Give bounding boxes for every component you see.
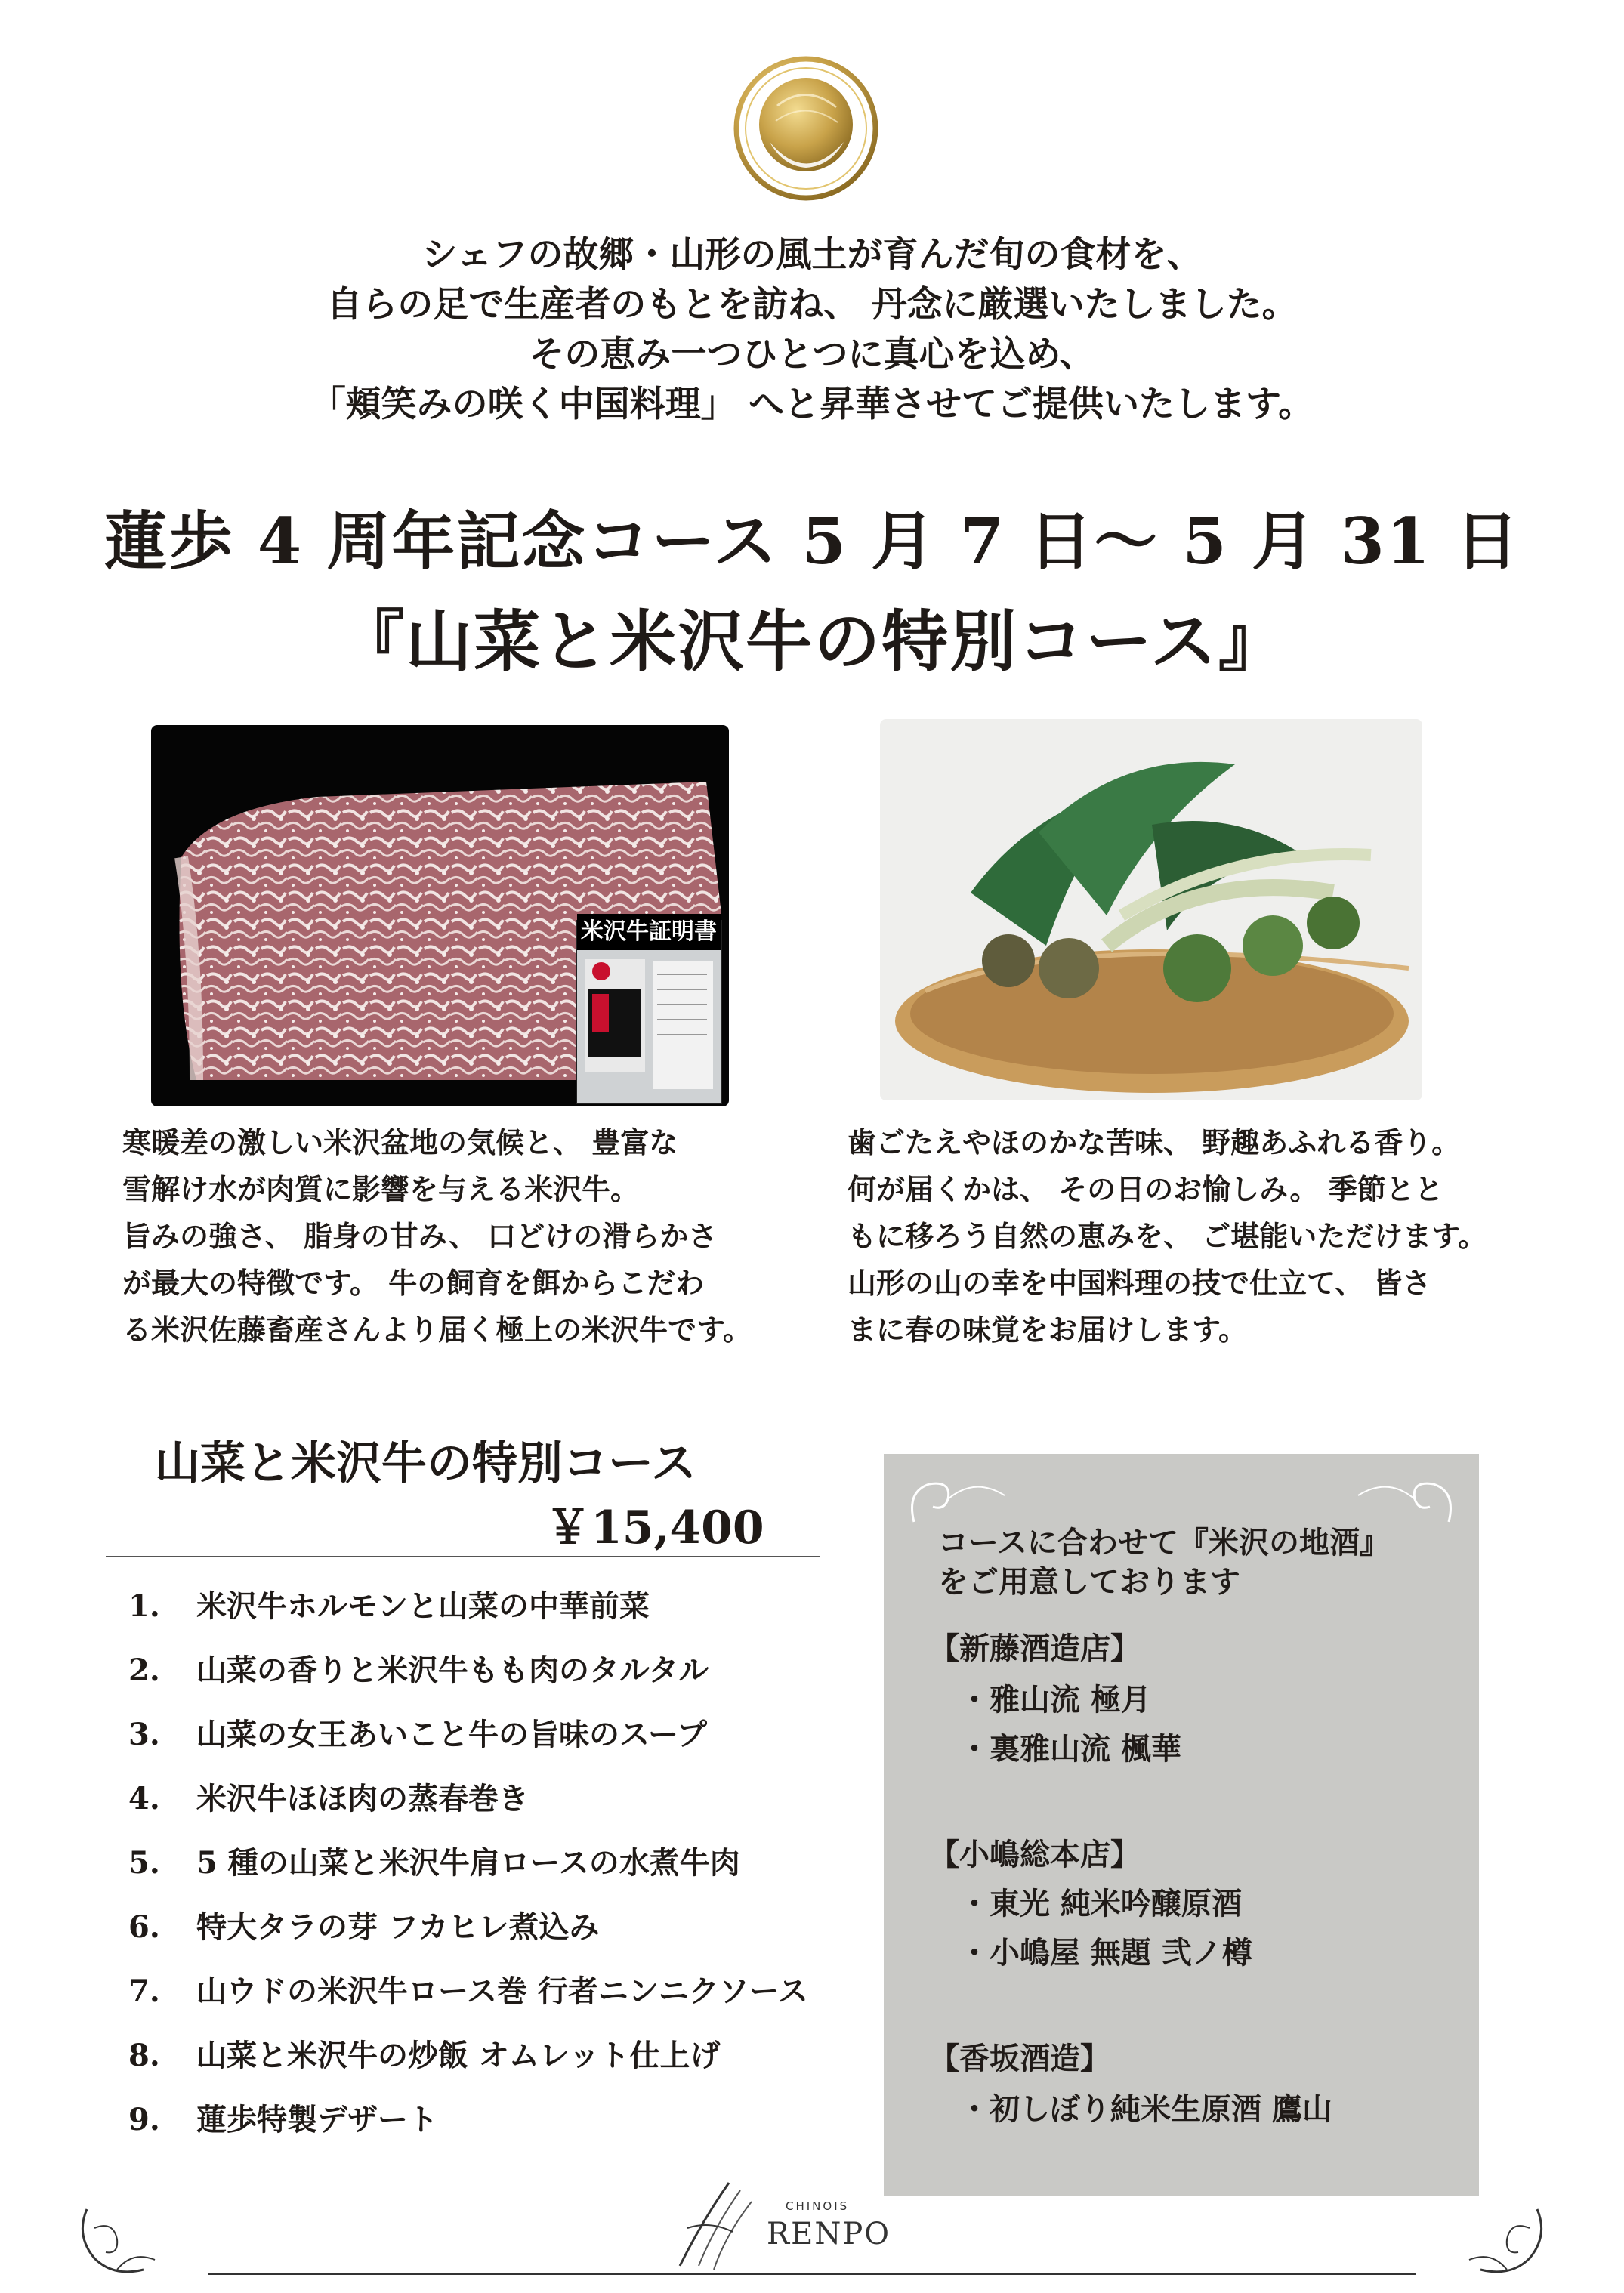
sake-item: ・雅山流 極月 [959, 1682, 1151, 1717]
sake-item: ・小嶋屋 無題 弐ノ樽 [959, 1935, 1252, 1970]
menu-item [128, 2094, 808, 2158]
certificate-label: 米沢牛証明書 [577, 914, 721, 950]
menu-item-text: 米沢牛ホルモンと山菜の中華前菜 [196, 1588, 650, 1624]
description-line: 寒暖差の激しい米沢盆地の気候と、 豊富な [122, 1125, 678, 1159]
vegetables-description [848, 1119, 1487, 1353]
renpo-calligraphy-logo [657, 2175, 778, 2276]
description-line: る米沢佐藤畜産さんより届く極上の米沢牛です。 [122, 1313, 752, 1347]
menu-item-text: 5 種の山菜と米沢牛肩ロースの水煮牛肉 [196, 1845, 740, 1881]
footer-divider [208, 2273, 1416, 2275]
menu-item-text: 米沢牛ほほ肉の蒸春巻き [196, 1781, 529, 1816]
sake-item: ・初しぼり純米生原酒 鷹山 [959, 2091, 1332, 2127]
brewery-name: 【香坂酒造】 [929, 2041, 1110, 2076]
right-ornament-icon [1454, 2198, 1552, 2284]
intro-line: 「頬笑みの咲く中国料理」 へと昇華させてご提供いたします。 [310, 384, 1314, 425]
description-line: もに移ろう自然の恵みを、 ご堪能いただけます。 [848, 1219, 1487, 1253]
menu-item-text: 蓮歩特製デザート [196, 2102, 438, 2137]
description-line: 山形の山の幸を中国料理の技で仕立て、 皆さ [848, 1266, 1431, 1300]
brewery-name: 【小嶋総本店】 [929, 1837, 1141, 1872]
yonezawa-beef-photo [151, 725, 729, 1106]
intro-text [0, 230, 1624, 430]
description-line: 歯ごたえやほのかな苦味、 野趣あふれる香り。 [848, 1125, 1461, 1159]
menu-item-text: 山菜の香りと米沢牛もも肉のタルタル [196, 1653, 709, 1688]
menu-item [128, 1773, 808, 1837]
menu-item-number: 1. [128, 1588, 160, 1624]
beef-certificate [576, 920, 722, 1104]
menu-item [128, 1837, 808, 1901]
sake-item: ・東光 純米吟醸原酒 [959, 1886, 1242, 1921]
mountain-vegetables-photo [880, 719, 1422, 1100]
description-line: 何が届くかは、 その日のお愉しみ。 季節とと [848, 1172, 1443, 1206]
brand-name: RENPO [767, 2217, 891, 2251]
menu-item-number: 8. [128, 2038, 160, 2073]
menu-item [128, 1708, 808, 1773]
sake-panel [884, 1454, 1479, 2196]
description-line: 旨みの強さ、 脂身の甘み、 口どけの滑らかさ [122, 1219, 718, 1253]
menu-item-number: 3. [128, 1717, 160, 1752]
intro-line: 自らの足で生産者のもとを訪ね、 丹念に厳選いたしました。 [326, 284, 1298, 326]
course-title: 山菜と米沢牛の特別コース [155, 1437, 696, 1490]
brewery-name: 【新藤酒造店】 [929, 1631, 1141, 1666]
course-menu-list [128, 1580, 808, 2158]
menu-item-text: 山菜と米沢牛の炒飯 オムレット仕上げ [196, 2038, 721, 2073]
menu-item-number: 7. [128, 1974, 160, 2009]
menu-item-text: 特大タラの芽 フカヒレ煮込み [196, 1909, 600, 1945]
menu-item-number: 4. [128, 1781, 160, 1816]
menu-item-number: 9. [128, 2102, 160, 2137]
course-price: ￥15,400 [545, 1501, 764, 1554]
restaurant-emblem-logo [730, 53, 881, 204]
course-headline: 『山菜と米沢牛の特別コース』 [338, 602, 1286, 680]
anniversary-headline: 蓮歩 4 周年記念コース 5 月 7 日～ 5 月 31 日 [103, 504, 1521, 579]
divider [106, 1556, 820, 1557]
menu-item [128, 1901, 808, 1965]
left-ornament-icon [72, 2198, 170, 2284]
beef-description [122, 1119, 752, 1353]
menu-item-text: 山ウドの米沢牛ロース巻 行者ニンニクソース [196, 1974, 808, 2009]
menu-item-number: 2. [128, 1653, 160, 1688]
brand-subtitle: CHINOIS [786, 2199, 850, 2213]
menu-item [128, 1644, 808, 1708]
description-line: 雪解け水が肉質に影響を与える米沢牛。 [122, 1172, 640, 1206]
description-line: まに春の味覚をお届けします。 [848, 1313, 1247, 1347]
menu-item-text: 山菜の女王あいこと牛の旨味のスープ [196, 1717, 707, 1752]
sake-intro-line: をご用意しております [938, 1564, 1240, 1600]
menu-item [128, 1580, 808, 1644]
sake-item: ・裏雅山流 楓華 [959, 1731, 1181, 1767]
menu-item-number: 5. [128, 1845, 160, 1881]
menu-item-number: 6. [128, 1909, 160, 1945]
sake-intro-line: コースに合わせて『米沢の地酒』 [938, 1525, 1390, 1560]
intro-line: シェフの故郷・山形の風土が育んだ旬の食材を、 [421, 234, 1203, 276]
description-line: が最大の特徴です。 牛の飼育を餌からこだわ [122, 1266, 705, 1300]
menu-item [128, 2029, 808, 2094]
menu-item [128, 1965, 808, 2029]
intro-line: その恵み一つひとつに真心を込め、 [529, 334, 1095, 375]
